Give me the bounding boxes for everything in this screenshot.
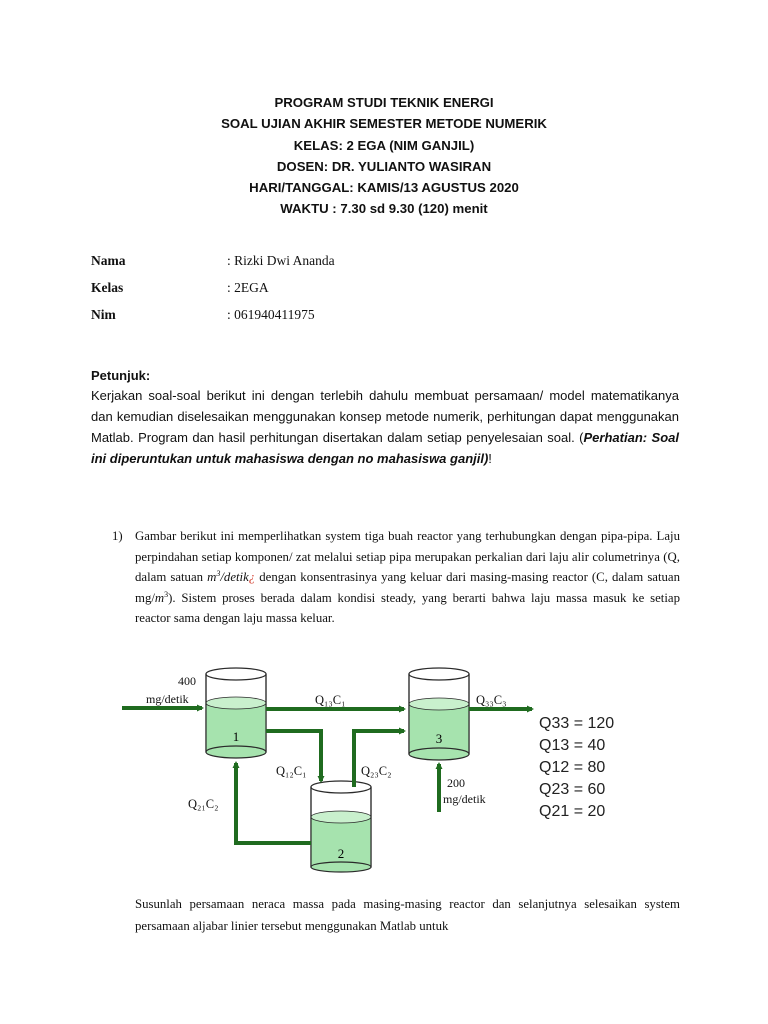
- reactor-1: [206, 668, 266, 758]
- pipe-q23: [354, 731, 404, 787]
- name-value: : Rizki Dwi Ananda: [227, 253, 335, 268]
- reactor-diagram-svg: [118, 651, 648, 876]
- flow-q33: Q33 = 120: [539, 715, 615, 732]
- inflow-3-value: 200: [447, 776, 465, 790]
- question-text-part2: dengan konsentrasinya yang keluar dari masing-masing reactor (C, dalam satuan mg/: [135, 570, 681, 605]
- stream-q13-label: Q₁₃C₁: [315, 693, 346, 707]
- instructions-text: Kerjakan soal-soal berikut ini dengan terlebih dahulu membuat persamaan/ model matematikanya dan kemudian diselesaikan menggunakan konsep metode numerik, perhitungan dapat menggunakan Matlab. Program dan hasil perhitungan disertakan dalam setiap penyelesaian soal. (: [91, 388, 679, 445]
- question-number: 1): [112, 529, 123, 543]
- unit-m: m: [207, 570, 217, 585]
- inflow-3-unit: mg/detik: [443, 792, 486, 806]
- unit-glyph: ¿: [248, 570, 256, 585]
- header-line-date: HARI/TANGGAL: KAMIS/13 AGUSTUS 2020: [249, 180, 519, 196]
- header-line-program: PROGRAM STUDI TEKNIK ENERGI: [274, 95, 494, 110]
- reactor-3-label: 3: [435, 731, 443, 746]
- flow-q13: Q13 = 40: [539, 737, 606, 754]
- flow-q21: Q21 = 20: [539, 803, 606, 820]
- class-label: Kelas: [91, 280, 124, 295]
- stream-q12-label: Q₁₂C₁: [276, 764, 307, 778]
- instructions-title: Petunjuk:: [91, 368, 151, 383]
- stream-q21-label: Q₂₁C₂: [188, 797, 219, 811]
- unit-exponent: 3: [216, 569, 221, 579]
- name-label: Nama: [91, 253, 126, 268]
- question-instruction: Susunlah persamaan neraca massa pada masing-masing reactor dan selanjutnya selesaikan system persamaan aljabar linier tersebut menggunakan Matlab untuk: [135, 897, 680, 933]
- flow-q12: Q12 = 80: [539, 759, 606, 776]
- unit-per-detik: /detik: [220, 570, 249, 585]
- class-value: : 2EGA: [227, 280, 269, 295]
- question-text-part3: ). Sistem proses berada dalam kondisi steady, yang berarti bahwa laju massa masuk ke setiap reactor sama dengan laju massa keluar.: [135, 590, 680, 626]
- reactor-2-label: 2: [337, 846, 345, 861]
- header-line-time: WAKTU : 7.30 sd 9.30 (120) menit: [280, 201, 488, 217]
- question-text: [135, 526, 680, 629]
- header-line-lecturer: DOSEN: DR. YULIANTO WASIRAN: [276, 158, 492, 174]
- unit-volume-rate: [207, 570, 255, 584]
- flow-values: [539, 715, 614, 820]
- flow-q23: Q23 = 60: [539, 781, 606, 798]
- nim-label: Nim: [91, 307, 116, 322]
- nim-value: : 061940411975: [227, 307, 315, 322]
- reactor-3: [409, 668, 469, 760]
- reactor-diagram: [118, 651, 648, 876]
- header-line-class: KELAS: 2 EGA (NIM GANJIL): [293, 137, 475, 153]
- unit-concentration-exponent: 3: [164, 589, 169, 599]
- header-line-exam: SOAL UJIAN AKHIR SEMESTER METODE NUMERIK: [221, 116, 547, 132]
- inflow-1-unit: mg/detik: [146, 692, 189, 706]
- instructions-end: !: [488, 451, 492, 466]
- inflow-1-value: 400: [178, 674, 196, 688]
- stream-q23-label: Q₂₃C₂: [361, 764, 392, 778]
- instructions-body: [91, 385, 679, 469]
- exam-header: [0, 92, 768, 220]
- reactor-1-label: 1: [232, 729, 240, 744]
- question-text-part1: Gambar berikut ini memperlihatkan system tiga buah reactor yang terhubungkan dengan pipa-pipa. Laju perpindahan setiap komponen/ zat melalui setiap pipa merupakan perkalian dari laju alir columetrinya (Q, dalam satuan: [135, 529, 680, 585]
- unit-concentration-m: m: [154, 590, 165, 605]
- instructions-note: Perhatian: Soal ini diperuntukan untuk mahasiswa dengan no mahasiswa ganjil): [91, 430, 679, 466]
- stream-q33-label: Q₃₃C₃: [476, 693, 507, 707]
- question-1: [112, 526, 680, 629]
